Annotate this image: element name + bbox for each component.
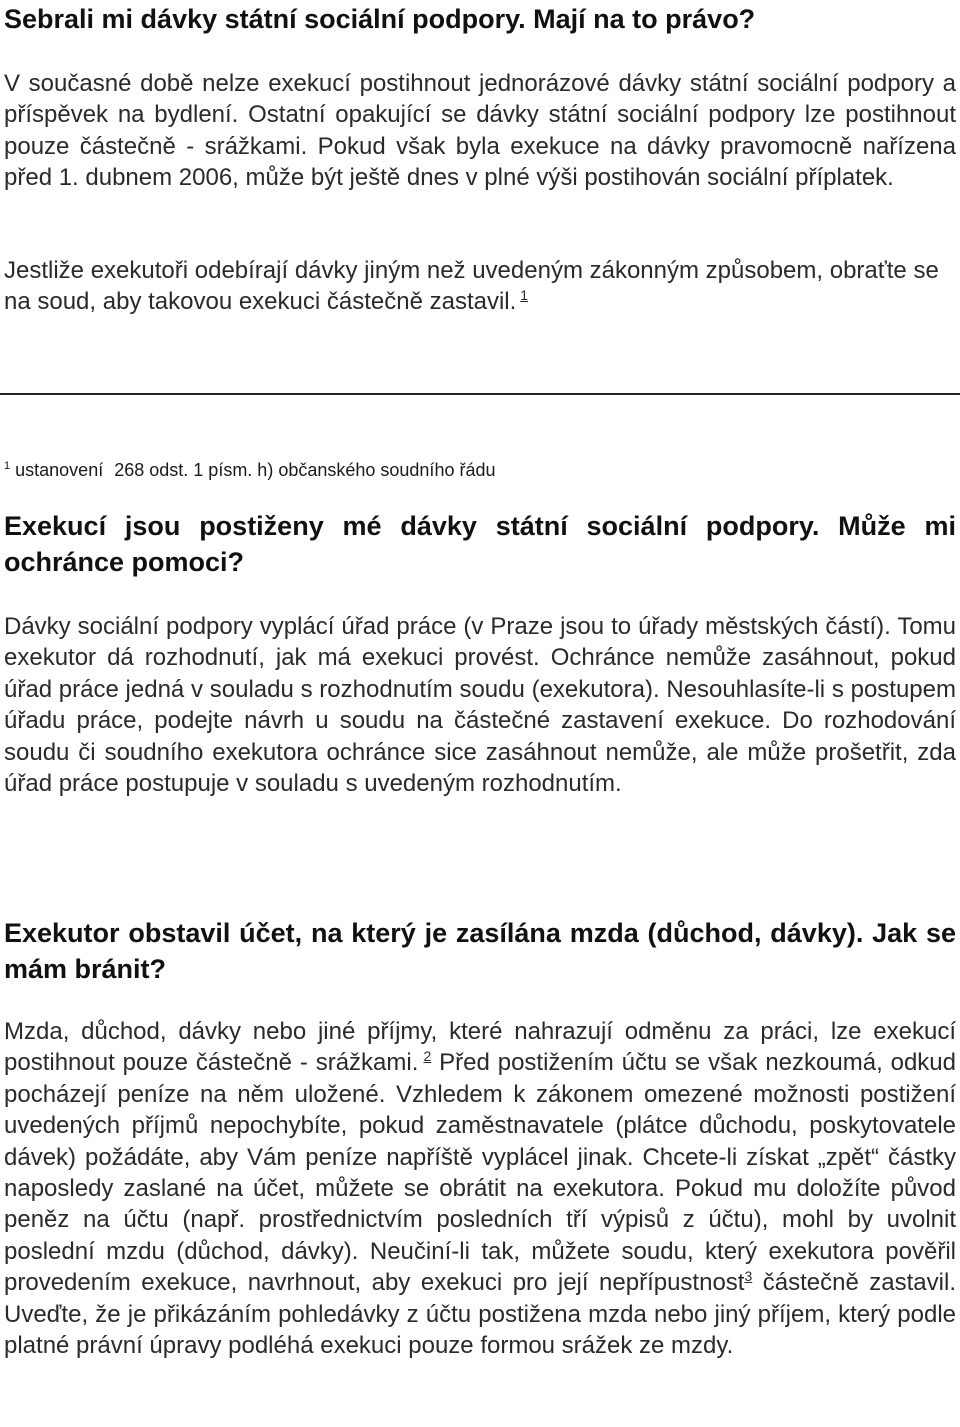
section-heading: Exekutor obstavil účet, na který je zasílána mzda (důchod, dávky). Jak se mám bránit? xyxy=(4,918,956,984)
section-heading: Exekucí jsou postiženy mé dávky státní sociální podpory. Může mi ochránce pomoci? xyxy=(4,511,956,577)
footnote-link[interactable]: 3 xyxy=(744,1268,753,1285)
footnote-separator xyxy=(0,393,960,395)
paragraph-text: Před postižením účtu se však nezkoumá, odkud pocházejí peníze na něm uložené. Vzhledem k zákonem omezené možnosti postižení uvedených příjmů nepochybíte, pokud zaměstnavatele (plátce důchodu, poskytovatele dávek) požádáte, aby Vám peníze napříště vyplácel jinak. Chcete-li získat „zpět“ částky naposledy zaslané na účet, můžete se obrátit na exekutora. Pokud mu doložíte původ peněz na účtu (např. prostřednictvím posledních tří výpisů z účtu), mohl by uvolnit poslední mzdu (důchod, dávky). Neučiní-li tak, můžete soudu, který exekutora pověřil provedením exekuce, navrhnout, aby exekuci pro její nepřípustnost xyxy=(4,1049,956,1297)
paragraph xyxy=(4,1016,956,1361)
footnote-reference xyxy=(418,1048,431,1064)
paragraph-text: Mzda, důchod, dávky nebo jiné příjmy, které nahrazují odměnu za práci, lze exekucí postihnout pouze částečně - srážkami. xyxy=(4,1018,956,1077)
footnote-link[interactable]: 1 xyxy=(520,287,528,304)
paragraph-text: Jestliže exekutoři odebírají dávky jiným než uvedeným zákonným způsobem, obraťte se na soud, aby takovou exekuci částečně zastavil. xyxy=(4,257,939,316)
footnote-reference xyxy=(516,287,528,303)
footnote-link[interactable]: 2 xyxy=(423,1048,432,1065)
footnote-text: ustanovení xyxy=(15,460,104,480)
paragraph: Dávky sociální podpory vyplácí úřad práce (v Praze jsou to úřady městských částí). Tomu exekutor dá rozhodnutí, jak má exekuci provést. Ochránce nemůže zasáhnout, pokud úřad práce jedná v souladu s rozhodnutím soudu (exekutora). Nesouhlasíte-li s postupem úřadu práce, podejte návrh u soudu na částečné zastavení exekuce. Do rozhodování soudu či soudního exekutora ochránce sice zasáhnout nemůže, ale může prošetřit, zda úřad práce postupuje v souladu s uvedeným rozhodnutím. xyxy=(4,613,956,798)
footnote xyxy=(4,458,956,482)
paragraph-text: částečně zastavil. Uveďte, že je přikázáním pohledávky z účtu postižena mzda nebo jiný příjem, který podle platné právní úpravy podléhá exekuci pouze formou srážek ze mzdy. xyxy=(4,1269,956,1360)
footnote-text: 268 odst. 1 písm. h) občanského soudního řádu xyxy=(114,460,496,480)
section-heading: Sebrali mi dávky státní sociální podpory. Mají na to právo? xyxy=(4,4,756,34)
paragraph: V současné době nelze exekucí postihnout jednorázové dávky státní sociální podpory a příspěvek na bydlení. Ostatní opakující se dávky státní sociální podpory lze postihnout pouze částečně - srážkami. Pokud však byla exekuce na dávky pravomocně nařízena před 1. dubnem 2006, může být ještě dnes v plné výši postihován sociální příplatek. xyxy=(4,70,956,192)
paragraph xyxy=(4,255,956,318)
footnote-number: 1 xyxy=(4,460,11,472)
